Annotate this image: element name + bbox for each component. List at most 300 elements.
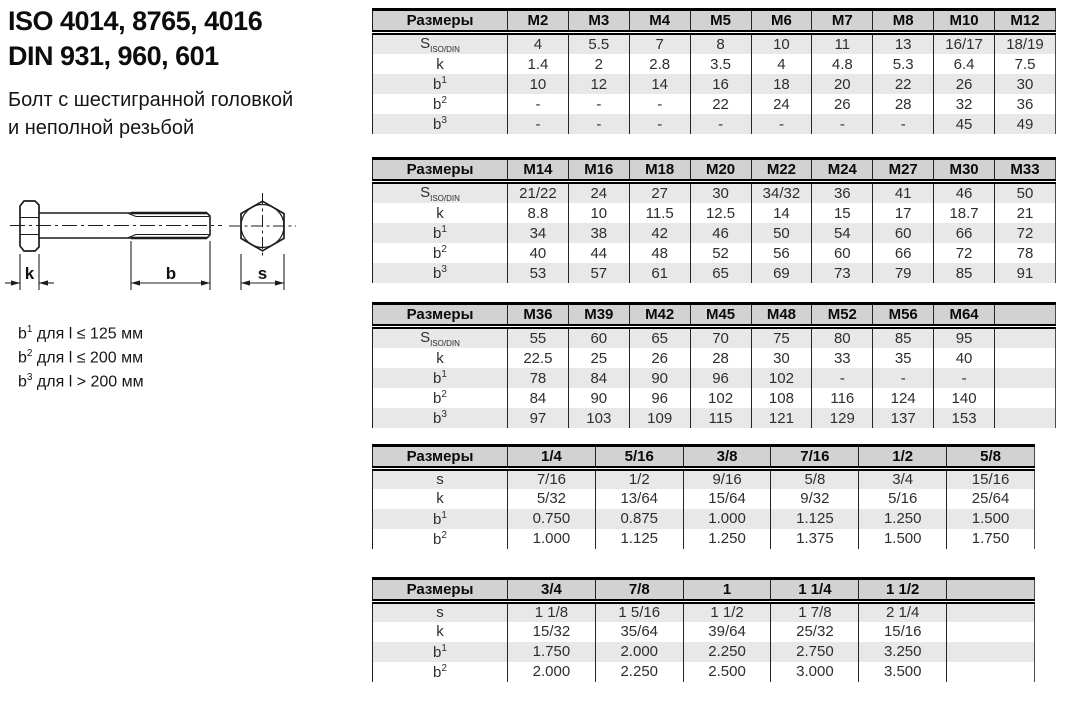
cell: 22.5 [508,348,569,368]
column-header: M18 [629,159,690,182]
cell: 1.000 [683,509,771,529]
cell: 109 [629,408,690,428]
cell: 7 [629,33,690,55]
cell: 2.250 [683,642,771,662]
cell: 1/2 [595,469,683,489]
cell: 40 [934,348,995,368]
table-row [373,348,1056,368]
cell: 69 [751,263,812,283]
cell: 1.500 [947,509,1035,529]
cell: 35/64 [595,622,683,642]
cell: 44 [568,243,629,263]
column-header: M48 [751,304,812,327]
row-label: s [373,469,508,489]
table-row [373,114,1056,134]
column-header: 7/8 [595,579,683,602]
table-row [373,327,1056,349]
cell: 60 [812,243,873,263]
row-label: $b^2$ [373,529,508,549]
cell: 124 [873,388,934,408]
header-row [373,159,1056,182]
row-label: k [373,203,508,223]
cell: 97 [508,408,569,428]
cell: 1.750 [508,642,596,662]
cell: 102 [751,368,812,388]
header-row [373,304,1056,327]
cell: 90 [629,368,690,388]
cell: 54 [812,223,873,243]
cell: 91 [995,263,1056,283]
cell: 25/64 [947,489,1035,509]
cell: 129 [812,408,873,428]
table-row [373,368,1056,388]
footnote-line: $b^2$ для l ≤ 200 мм [18,347,144,367]
column-header: M6 [751,10,812,33]
cell: 1.250 [683,529,771,549]
column-header: M42 [629,304,690,327]
cell: - [934,368,995,388]
column-header: 1/4 [508,446,596,469]
column-header: M33 [995,159,1056,182]
column-header: 3/4 [508,579,596,602]
cell: 116 [812,388,873,408]
title-block [8,4,262,74]
row-label: $b^2$ [373,243,508,263]
cell: 34 [508,223,569,243]
cell: 46 [690,223,751,243]
cell: 2.250 [595,662,683,682]
cell: 35 [873,348,934,368]
cell: - [812,368,873,388]
bolt-drawing [0,182,350,324]
cell: 84 [508,388,569,408]
cell: 121 [751,408,812,428]
arrowhead [201,280,210,285]
cell: 1.500 [859,529,947,549]
cell: 57 [568,263,629,283]
table-row [373,243,1056,263]
header-row [373,446,1035,469]
table-row [373,642,1035,662]
cell: 32 [934,94,995,114]
column-header: 1 1/4 [771,579,859,602]
column-header: M27 [873,159,934,182]
cell: - [508,114,569,134]
cell: 72 [934,243,995,263]
cell: 4 [508,33,569,55]
row-label: $b^2$ [373,388,508,408]
column-header: Размеры [373,304,508,327]
row-label: $b^2$ [373,94,508,114]
row-label: k [373,348,508,368]
cell: 80 [812,327,873,349]
cell: 108 [751,388,812,408]
cell: 1 7/8 [771,602,859,622]
row-label: $S_{ISO/DIN}$ [373,327,508,349]
cell: 5.5 [568,33,629,55]
column-header: M8 [873,10,934,33]
cell: 26 [934,74,995,94]
column-header: Размеры [373,579,508,602]
column-header: Размеры [373,446,508,469]
cell: 22 [690,94,751,114]
cell: 24 [751,94,812,114]
table-row [373,94,1056,114]
table-row [373,602,1035,622]
cell: 21 [995,203,1056,223]
row-label: $b^3$ [373,408,508,428]
cell: 65 [690,263,751,283]
column-header: 5/16 [595,446,683,469]
column-header: M36 [508,304,569,327]
cell: 3.250 [859,642,947,662]
cell: 3.5 [690,54,751,74]
table-row [373,469,1035,489]
column-header: M30 [934,159,995,182]
column-header [995,304,1056,327]
cell: 5/32 [508,489,596,509]
cell [947,642,1035,662]
cell: 12 [568,74,629,94]
cell: 1.4 [508,54,569,74]
table-row [373,489,1035,509]
cell: 30 [690,182,751,204]
cell: 1.000 [508,529,596,549]
column-header: 5/8 [947,446,1035,469]
cell: 13 [873,33,934,55]
cell: - [629,114,690,134]
table-row [373,388,1056,408]
cell: 18/19 [995,33,1056,55]
cell: 5.3 [873,54,934,74]
cell: 70 [690,327,751,349]
table-inch-1 [372,444,1035,549]
row-label: $b^1$ [373,368,508,388]
cell: 7/16 [508,469,596,489]
cell: 95 [934,327,995,349]
footnote-line: $b^3$ для l > 200 мм [18,371,144,390]
cell: 72 [995,223,1056,243]
cell: - [873,114,934,134]
column-header: M12 [995,10,1056,33]
cell: 16 [690,74,751,94]
cell: 20 [812,74,873,94]
cell: 14 [629,74,690,94]
cell: 5/16 [859,489,947,509]
cell: 30 [751,348,812,368]
column-header: M52 [812,304,873,327]
cell: 85 [934,263,995,283]
subtitle-line-2: и неполной резьбой [8,117,195,139]
column-header: 1 1/2 [859,579,947,602]
cell: 3/4 [859,469,947,489]
cell: 22 [873,74,934,94]
cell: 30 [995,74,1056,94]
cell: 24 [568,182,629,204]
row-label: $b^3$ [373,263,508,283]
column-header: 1 [683,579,771,602]
cell: 60 [873,223,934,243]
cell: 16/17 [934,33,995,55]
cell: 13/64 [595,489,683,509]
cell: 1 5/16 [595,602,683,622]
cell: 52 [690,243,751,263]
column-header: M3 [568,10,629,33]
table-row [373,263,1056,283]
cell: 9/16 [683,469,771,489]
cell [995,408,1056,428]
cell: 2.8 [629,54,690,74]
table-metric-2 [372,157,1056,283]
cell: 27 [629,182,690,204]
cell: 103 [568,408,629,428]
cell: 48 [629,243,690,263]
column-header: M16 [568,159,629,182]
cell: 8.8 [508,203,569,223]
cell: 2 [568,54,629,74]
cell [995,348,1056,368]
cell: 10 [508,74,569,94]
column-header: M39 [568,304,629,327]
row-label: $S_{ISO/DIN}$ [373,182,508,204]
column-header: M56 [873,304,934,327]
table-row [373,54,1056,74]
cell: 2 1/4 [859,602,947,622]
cell: 2.500 [683,662,771,682]
cell: 15/16 [947,469,1035,489]
cell: 65 [629,327,690,349]
cell: - [812,114,873,134]
cell: 1.250 [859,509,947,529]
cell: 61 [629,263,690,283]
cell: - [690,114,751,134]
cell: 2.000 [595,642,683,662]
cell: 2.750 [771,642,859,662]
table-row [373,203,1056,223]
header-row [373,579,1035,602]
cell: 40 [508,243,569,263]
title-iso: ISO 4014, 8765, 4016 [8,6,263,36]
cell: 38 [568,223,629,243]
arrowhead [11,280,20,285]
cell: 39/64 [683,622,771,642]
header-row [373,10,1056,33]
cell: 1.750 [947,529,1035,549]
cell: 36 [812,182,873,204]
cell: 75 [751,327,812,349]
cell [947,662,1035,682]
table-metric-1 [372,8,1056,134]
cell: 28 [690,348,751,368]
cell: 33 [812,348,873,368]
cell: 9/32 [771,489,859,509]
column-header: M14 [508,159,569,182]
cell: 96 [629,388,690,408]
cell: 3.500 [859,662,947,682]
cell: 5/8 [771,469,859,489]
row-label: k [373,54,508,74]
row-label: s [373,602,508,622]
column-header: M4 [629,10,690,33]
dimension-label-b: b [165,264,177,283]
footnote-line: $b^1$ для l ≤ 125 мм [18,324,144,343]
cell: 15/16 [859,622,947,642]
cell [995,368,1056,388]
cell: 90 [568,388,629,408]
cell: 78 [508,368,569,388]
cell: 34/32 [751,182,812,204]
column-header: M10 [934,10,995,33]
cell: 3.000 [771,662,859,682]
arrowhead [241,280,250,285]
cell: 10 [568,203,629,223]
table-row [373,662,1035,682]
cell: 11.5 [629,203,690,223]
cell [995,327,1056,349]
arrowhead [275,280,284,285]
cell: - [629,94,690,114]
cell: 73 [812,263,873,283]
column-header: 1/2 [859,446,947,469]
column-header: M22 [751,159,812,182]
row-label: k [373,489,508,509]
cell: - [751,114,812,134]
column-header: M64 [934,304,995,327]
cell: 7.5 [995,54,1056,74]
cell: 46 [934,182,995,204]
column-header: M2 [508,10,569,33]
cell: - [568,94,629,114]
cell: 17 [873,203,934,223]
cell: 2.000 [508,662,596,682]
cell: 1 1/2 [683,602,771,622]
table-row [373,622,1035,642]
cell: 4.8 [812,54,873,74]
cell: 21/22 [508,182,569,204]
table-metric-3 [372,302,1056,428]
cell: 50 [995,182,1056,204]
column-header [947,579,1035,602]
column-header: Размеры [373,159,508,182]
row-label: $S_{ISO/DIN}$ [373,33,508,55]
cell: - [873,368,934,388]
column-header: Размеры [373,10,508,33]
cell: 140 [934,388,995,408]
cell: 15 [812,203,873,223]
cell: 115 [690,408,751,428]
column-header: M20 [690,159,751,182]
table-inch-2 [372,577,1035,682]
cell: 96 [690,368,751,388]
column-header: M5 [690,10,751,33]
subtitle-line-1: Болт с шестигранной головкой [8,89,294,111]
cell: 66 [934,223,995,243]
cell: 18 [751,74,812,94]
cell: 8 [690,33,751,55]
cell: 25/32 [771,622,859,642]
cell: 36 [995,94,1056,114]
cell: 12.5 [690,203,751,223]
column-header: M45 [690,304,751,327]
cell: 42 [629,223,690,243]
cell: 1.125 [771,509,859,529]
subtitle [8,86,293,142]
cell: 84 [568,368,629,388]
cell: - [508,94,569,114]
column-header: 7/16 [771,446,859,469]
cell: 41 [873,182,934,204]
cell: 1.125 [595,529,683,549]
cell: 14 [751,203,812,223]
dimension-label-s: s [257,264,268,283]
cell: 11 [812,33,873,55]
table-row [373,509,1035,529]
cell: 137 [873,408,934,428]
cell: 25 [568,348,629,368]
cell: 85 [873,327,934,349]
cell [995,388,1056,408]
row-label: $b^1$ [373,509,508,529]
cell: 26 [812,94,873,114]
row-label: $b^1$ [373,223,508,243]
footnotes [18,320,144,391]
cell: 56 [751,243,812,263]
table-row [373,74,1056,94]
arrowhead [131,280,140,285]
row-label: k [373,622,508,642]
table-row [373,223,1056,243]
cell: 1 1/8 [508,602,596,622]
cell: 55 [508,327,569,349]
cell: 60 [568,327,629,349]
cell: 50 [751,223,812,243]
cell: 0.750 [508,509,596,529]
dimension-label-k: k [24,264,35,283]
column-header: M24 [812,159,873,182]
row-label: $b^2$ [373,662,508,682]
row-label: $b^3$ [373,114,508,134]
cell: 49 [995,114,1056,134]
row-label: $b^1$ [373,74,508,94]
table-row [373,33,1056,55]
table-row [373,408,1056,428]
cell: 102 [690,388,751,408]
row-label: $b^1$ [373,642,508,662]
cell: 6.4 [934,54,995,74]
title-din: DIN 931, 960, 601 [8,41,219,71]
cell: 79 [873,263,934,283]
cell [947,602,1035,622]
cell: 18.7 [934,203,995,223]
cell: 1.375 [771,529,859,549]
cell: 53 [508,263,569,283]
column-header: 3/8 [683,446,771,469]
cell: 153 [934,408,995,428]
cell: 0.875 [595,509,683,529]
cell: 78 [995,243,1056,263]
cell: 15/32 [508,622,596,642]
cell [947,622,1035,642]
cell: 45 [934,114,995,134]
arrowhead [39,280,48,285]
table-row [373,182,1056,204]
cell: 66 [873,243,934,263]
cell: 10 [751,33,812,55]
table-row [373,529,1035,549]
cell: 15/64 [683,489,771,509]
column-header: M7 [812,10,873,33]
cell: - [568,114,629,134]
